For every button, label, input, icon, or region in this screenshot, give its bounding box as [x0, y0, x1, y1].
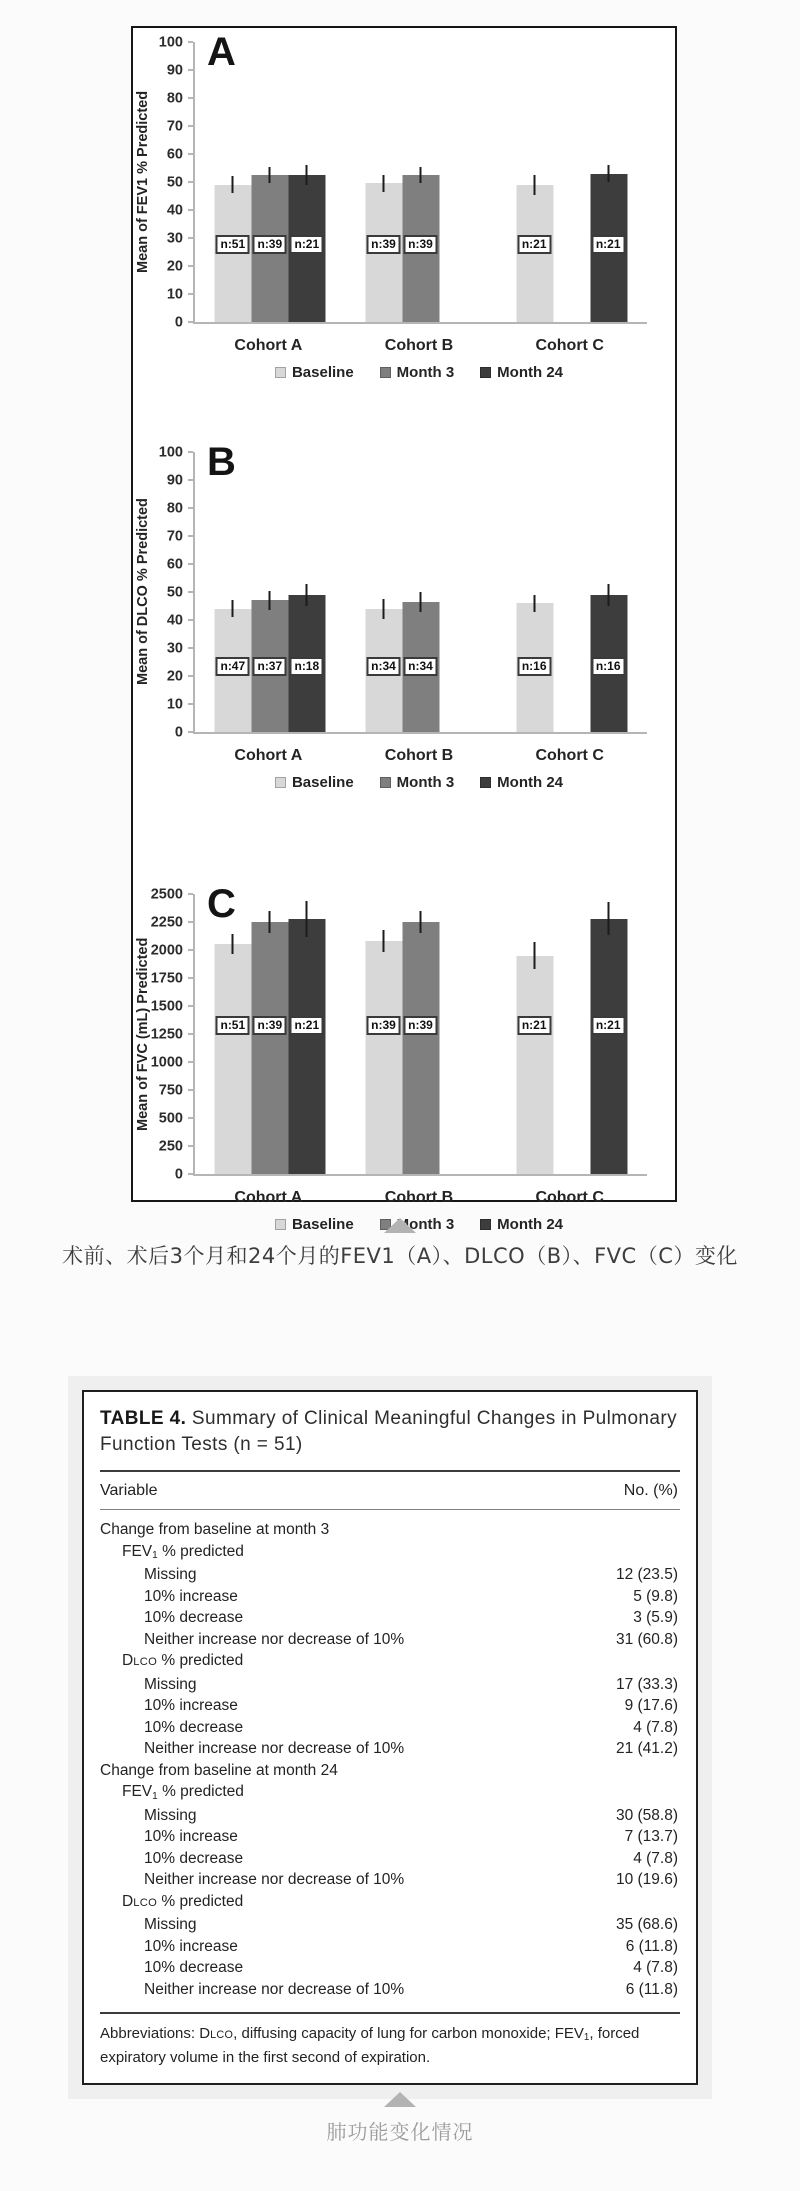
- n-label: n:39: [366, 1016, 400, 1035]
- y-tick-label: 100: [158, 33, 183, 50]
- y-tick-mark: [188, 1173, 193, 1175]
- n-label: n:21: [290, 235, 324, 254]
- n-label: n:39: [403, 235, 437, 254]
- row-value: 7 (13.7): [624, 1828, 678, 1845]
- x-category-label: Cohort C: [535, 337, 604, 354]
- table-row: [100, 1781, 680, 1805]
- table-footnote: Abbreviations: DLCO, diffusing capacity of lung for carbon monoxide; $FEV_1$, forced expiratory volume in the first second of expiration.: [100, 2025, 640, 2066]
- error-bar: [419, 592, 421, 612]
- n-label: n:47: [216, 657, 250, 676]
- error-bar: [382, 175, 384, 192]
- error-bar: [607, 165, 609, 182]
- bar-group: [496, 42, 647, 322]
- chart-panel-b: [133, 440, 675, 832]
- panel-letter-a: A: [207, 30, 236, 74]
- row-label: $FEV_1$ % predicted: [122, 1542, 244, 1562]
- y-tick-label: 0: [174, 1165, 183, 1182]
- plot-area-c: [135, 882, 647, 1182]
- error-bar: [382, 599, 384, 619]
- row-value: [678, 1650, 680, 1674]
- bar-group: [346, 894, 497, 1174]
- bar-baseline: [365, 941, 402, 1174]
- legend-item: [380, 774, 455, 791]
- error-bar: [533, 942, 535, 969]
- legend-swatch: [380, 367, 391, 378]
- row-value: 31 (60.8): [615, 1630, 678, 1648]
- n-label: n:21: [517, 1016, 551, 1035]
- y-tick-label: 60: [166, 555, 183, 572]
- bar-baseline: [516, 956, 553, 1174]
- row-label: Change from baseline at month 24: [100, 1761, 338, 1779]
- error-bar: [232, 176, 234, 193]
- n-label: n:21: [591, 1016, 625, 1035]
- collapse-arrow-icon[interactable]: [384, 2092, 416, 2107]
- row-label: Missing: [144, 1916, 197, 1933]
- row-label: 10% increase: [144, 1697, 238, 1714]
- table-title: [100, 1406, 680, 1458]
- y-tick-mark: [188, 507, 193, 509]
- table-row: [100, 1607, 680, 1629]
- table-row: [100, 1519, 680, 1541]
- legend-item: [275, 774, 354, 791]
- legend-label: Baseline: [291, 1216, 354, 1233]
- bar-group: [496, 452, 647, 732]
- n-label: n:21: [517, 235, 551, 254]
- y-tick-label: 40: [166, 201, 183, 218]
- row-label: DLCO % predicted: [122, 1652, 244, 1669]
- y-tick-label: 2500: [150, 885, 183, 902]
- row-value: [678, 1760, 680, 1782]
- y-tick-label: 250: [158, 1137, 183, 1154]
- y-tick-mark: [188, 675, 193, 677]
- row-value: 3 (5.9): [633, 1609, 678, 1626]
- y-tick-label: 80: [166, 89, 183, 106]
- error-bar: [269, 911, 271, 933]
- table-row: [100, 1979, 680, 2001]
- error-bar: [607, 584, 609, 606]
- n-label: n:39: [366, 235, 400, 254]
- y-tick-label: 50: [166, 173, 183, 190]
- row-label: Missing: [144, 1566, 197, 1583]
- y-tick-label: 20: [166, 667, 183, 684]
- y-tick-mark: [188, 647, 193, 649]
- error-bar: [306, 901, 308, 937]
- y-tick-mark: [188, 97, 193, 99]
- y-tick-label: 100: [158, 443, 183, 460]
- row-value: 12 (23.5): [615, 1566, 678, 1583]
- legend-swatch: [480, 367, 491, 378]
- table-row: [100, 1805, 680, 1827]
- row-label: Change from baseline at month 3: [100, 1521, 330, 1538]
- row-value: 35 (68.6): [615, 1916, 678, 1933]
- y-tick-mark: [188, 1033, 193, 1035]
- bar-group: [346, 452, 497, 732]
- bar-group: [195, 42, 346, 322]
- bar-month-24: [590, 919, 627, 1174]
- y-tick-mark: [188, 209, 193, 211]
- y-tick-mark: [188, 563, 193, 565]
- bar-group: [346, 42, 497, 322]
- row-value: 10 (19.6): [615, 1871, 678, 1888]
- chart-legend-b: [193, 774, 645, 791]
- y-tick-mark: [188, 1005, 193, 1007]
- n-label: n:21: [591, 235, 625, 254]
- row-value: [678, 1781, 680, 1805]
- table-row: [100, 1695, 680, 1717]
- plot-area-b: [135, 440, 647, 740]
- table-row: [100, 1826, 680, 1848]
- row-value: 4 (7.8): [633, 1959, 678, 1976]
- x-category-label: Cohort B: [384, 747, 454, 764]
- col-header-variable: Variable: [100, 1482, 158, 1499]
- n-label: n:21: [290, 1016, 324, 1035]
- y-tick-label: 50: [166, 583, 183, 600]
- row-label: DLCO % predicted: [122, 1892, 244, 1910]
- row-value: 6 (11.8): [625, 1980, 678, 1998]
- error-bar: [419, 167, 421, 184]
- x-axis-labels-a: [193, 324, 645, 355]
- legend-item: [480, 364, 563, 381]
- table-row: [100, 1564, 680, 1586]
- row-label: Missing: [144, 1806, 197, 1824]
- y-tick-label: 500: [158, 1109, 183, 1126]
- row-label: $FEV_1$ % predicted: [122, 1783, 244, 1802]
- row-value: 21 (41.2): [615, 1740, 678, 1757]
- bar-group: [496, 894, 647, 1174]
- table-row: [100, 1717, 680, 1739]
- row-value: 4 (7.8): [633, 1718, 678, 1736]
- x-axis-labels-b: [193, 734, 645, 765]
- n-label: n:51: [216, 1016, 250, 1035]
- error-bar: [533, 595, 535, 612]
- panel-letter-b: B: [207, 440, 236, 484]
- n-label: n:39: [253, 1016, 287, 1035]
- x-category-label: Cohort B: [384, 1189, 454, 1206]
- y-tick-mark: [188, 1089, 193, 1091]
- table-rows: [100, 1510, 680, 2006]
- chart-legend-a: [193, 364, 645, 381]
- x-category-label: Cohort A: [234, 337, 303, 354]
- y-tick-mark: [188, 535, 193, 537]
- y-tick-label: 90: [166, 471, 183, 488]
- y-tick-label: 80: [166, 499, 183, 516]
- y-tick-mark: [188, 921, 193, 923]
- y-tick-mark: [188, 41, 193, 43]
- y-tick-label: 0: [174, 723, 183, 740]
- n-label: n:51: [216, 235, 250, 254]
- y-tick-label: 10: [166, 695, 183, 712]
- legend-label: Baseline: [291, 774, 354, 791]
- y-tick-mark: [188, 321, 193, 323]
- row-label: 10% decrease: [144, 1959, 244, 1976]
- y-tick-mark: [188, 893, 193, 895]
- row-label: Neither increase nor decrease of 10%: [144, 1871, 405, 1888]
- n-label: n:16: [517, 657, 551, 676]
- legend-label: Month 3: [396, 364, 455, 381]
- bar-baseline: [215, 944, 252, 1174]
- legend-item: [480, 1216, 563, 1233]
- y-tick-mark: [188, 731, 193, 733]
- y-tick-label: 1500: [150, 997, 183, 1014]
- legend-label: Month 24: [497, 1216, 564, 1233]
- row-value: [678, 1541, 680, 1565]
- table-caption: 肺功能变化情况: [326, 2120, 474, 2144]
- table-row: [100, 1650, 680, 1674]
- y-tick-mark: [188, 977, 193, 979]
- y-tick-label: 20: [166, 257, 183, 274]
- table-row: [100, 1957, 680, 1979]
- row-value: [678, 1891, 680, 1915]
- y-tick-mark: [188, 153, 193, 155]
- y-tick-mark: [188, 949, 193, 951]
- bar-group: [195, 452, 346, 732]
- table-row: [100, 1914, 680, 1936]
- y-axis-label-c: Mean of FVC (mL) Predicted: [135, 937, 151, 1131]
- y-tick-label: 40: [166, 611, 183, 628]
- y-tick-label: 30: [166, 639, 183, 656]
- y-tick-label: 1000: [150, 1053, 183, 1070]
- y-tick-label: 1250: [150, 1025, 183, 1042]
- error-bar: [306, 584, 308, 606]
- row-value: 4 (7.8): [633, 1849, 678, 1867]
- legend-swatch: [480, 1219, 491, 1230]
- error-bar: [232, 934, 234, 954]
- error-bar: [382, 930, 384, 952]
- legend-swatch: [275, 1219, 286, 1230]
- y-tick-mark: [188, 1145, 193, 1147]
- y-tick-mark: [188, 237, 193, 239]
- y-tick-mark: [188, 591, 193, 593]
- table-row: [100, 1674, 680, 1696]
- y-tick-mark: [188, 1117, 193, 1119]
- legend-item: [380, 364, 455, 381]
- error-bar: [269, 591, 271, 611]
- error-bar: [533, 175, 535, 195]
- x-category-label: Cohort A: [234, 1189, 303, 1206]
- bar-month-3: [402, 922, 439, 1174]
- x-axis-labels-c: [193, 1176, 645, 1207]
- table-row: [100, 1760, 680, 1782]
- table-title-text: Summary of Clinical Meaningful Changes in Pulmonary Function Tests (n = 51): [100, 1408, 677, 1455]
- y-tick-label: 2000: [150, 941, 183, 958]
- legend-item: [275, 364, 354, 381]
- table-row: [100, 1848, 680, 1870]
- error-bar: [232, 600, 234, 617]
- n-label: n:39: [403, 1016, 437, 1035]
- y-tick-mark: [188, 181, 193, 183]
- y-tick-label: 1750: [150, 969, 183, 986]
- bar-month-24: [289, 919, 326, 1174]
- legend-label: Month 24: [497, 364, 564, 381]
- row-label: 10% decrease: [144, 1609, 244, 1626]
- y-tick-label: 2250: [150, 913, 183, 930]
- chart-panel-a: [133, 30, 675, 422]
- table-row: [100, 1936, 680, 1958]
- y-tick-label: 60: [166, 145, 183, 162]
- row-label: 10% increase: [144, 1828, 238, 1845]
- row-label: 10% decrease: [144, 1849, 244, 1867]
- bar-group: [195, 894, 346, 1174]
- legend-label: Month 3: [396, 1216, 455, 1233]
- error-bar: [607, 902, 609, 936]
- table-row: [100, 1738, 680, 1760]
- row-label: Missing: [144, 1675, 197, 1693]
- n-label: n:18: [290, 657, 324, 676]
- x-category-label: Cohort C: [535, 1189, 604, 1206]
- y-tick-mark: [188, 703, 193, 705]
- y-tick-mark: [188, 619, 193, 621]
- plot-area-a: [135, 30, 647, 330]
- n-label: n:34: [366, 657, 400, 676]
- legend-label: Month 24: [497, 774, 564, 791]
- row-label: 10% increase: [144, 1587, 238, 1605]
- col-header-no-pct: No. (%): [623, 1482, 678, 1499]
- pulmonary-function-figure: [131, 26, 677, 1233]
- y-tick-label: 90: [166, 61, 183, 78]
- row-value: [678, 1519, 680, 1541]
- y-tick-label: 70: [166, 527, 183, 544]
- row-label: 10% decrease: [144, 1718, 244, 1736]
- y-tick-mark: [188, 69, 193, 71]
- table-row: [100, 1891, 680, 1915]
- legend-swatch: [380, 777, 391, 788]
- chart-legend-c: [193, 1216, 645, 1233]
- row-label: 10% increase: [144, 1937, 238, 1955]
- y-tick-mark: [188, 451, 193, 453]
- row-label: Neither increase nor decrease of 10%: [144, 1630, 405, 1648]
- y-tick-label: 0: [174, 313, 183, 330]
- legend-swatch: [275, 367, 286, 378]
- row-value: 5 (9.8): [633, 1587, 678, 1605]
- legend-swatch: [275, 777, 286, 788]
- row-value: 9 (17.6): [624, 1697, 678, 1714]
- error-bar: [419, 911, 421, 933]
- y-axis-label-b: Mean of DLCO % Predicted: [135, 498, 151, 686]
- x-category-label: Cohort C: [535, 747, 604, 764]
- legend-item: [480, 774, 563, 791]
- table-4: [82, 1390, 698, 2085]
- n-label: n:37: [253, 657, 287, 676]
- row-value: 17 (33.3): [615, 1675, 678, 1693]
- legend-label: Month 3: [396, 774, 455, 791]
- y-tick-mark: [188, 265, 193, 267]
- figure-caption: 术前、术后3个月和24个月的FEV1（A）、DLCO（B）、FVC（C）变化: [62, 1244, 738, 1268]
- legend-label: Baseline: [291, 364, 354, 381]
- table-number: TABLE 4.: [100, 1408, 187, 1429]
- table-row: [100, 1869, 680, 1891]
- table-header: [100, 1472, 680, 1509]
- n-label: n:34: [403, 657, 437, 676]
- y-tick-mark: [188, 293, 193, 295]
- y-tick-label: 750: [158, 1081, 183, 1098]
- row-label: Neither increase nor decrease of 10%: [144, 1740, 405, 1757]
- legend-swatch: [480, 777, 491, 788]
- n-label: n:16: [591, 657, 625, 676]
- error-bar: [269, 167, 271, 184]
- y-tick-label: 30: [166, 229, 183, 246]
- row-label: Neither increase nor decrease of 10%: [144, 1980, 405, 1998]
- error-bar: [306, 165, 308, 185]
- table-row: [100, 1541, 680, 1565]
- row-value: 6 (11.8): [625, 1937, 678, 1955]
- table-row: [100, 1629, 680, 1651]
- y-tick-label: 10: [166, 285, 183, 302]
- x-category-label: Cohort B: [384, 337, 454, 354]
- bar-month-3: [252, 922, 289, 1174]
- n-label: n:39: [253, 235, 287, 254]
- table-row: [100, 1586, 680, 1608]
- y-tick-mark: [188, 479, 193, 481]
- y-tick-mark: [188, 1061, 193, 1063]
- x-category-label: Cohort A: [234, 747, 303, 764]
- legend-item: [275, 1216, 354, 1233]
- row-value: 30 (58.8): [615, 1806, 678, 1824]
- collapse-arrow-icon[interactable]: [384, 1218, 416, 1233]
- panel-letter-c: C: [207, 882, 236, 926]
- y-axis-label-a: Mean of FEV1 % Predicted: [135, 90, 151, 274]
- y-tick-mark: [188, 125, 193, 127]
- y-tick-label: 70: [166, 117, 183, 134]
